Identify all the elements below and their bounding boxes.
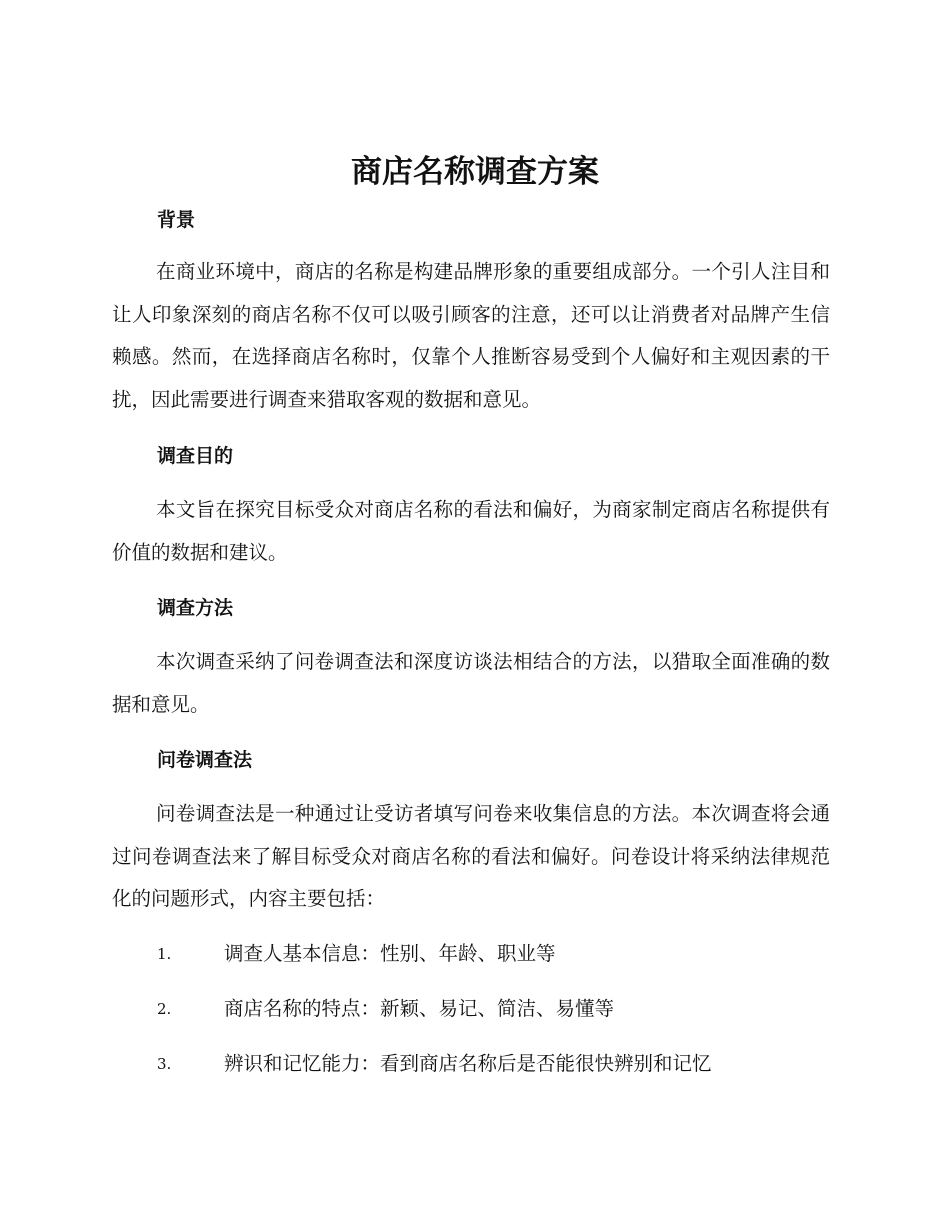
paragraph-method: 本次调查采纳了问卷调查法和深度访谈法相结合的方法，以猎取全面准确的数据和意见。 [112, 650, 830, 716]
list-item-text: 调查人基本信息：性别、年龄、职业等 [224, 942, 556, 965]
section-heading-background: 背景 [157, 209, 196, 231]
section-heading-method: 调查方法 [157, 597, 234, 619]
paragraph-background: 在商业环境中，商店的名称是构建品牌形象的重要组成部分。一个引人注目和让人印象深刻的商店名称不仅可以吸引顾客的注意，还可以让消费者对品牌产生信赖感。然而，在选择商店名称时，仅靠个人推断容易受到个人偏好和主观因素的干扰，因此需要进行调查来猎取客观的数据和意见。 [112, 260, 830, 411]
list-item-text: 商店名称的特点：新颖、易记、简洁、易懂等 [224, 997, 615, 1020]
list-item-number: 3. [157, 1055, 172, 1073]
section-heading-purpose: 调查目的 [157, 445, 234, 467]
list-item-number: 1. [157, 945, 172, 963]
paragraph-purpose: 本文旨在探究目标受众对商店名称的看法和偏好，为商家制定商店名称提供有价值的数据和建议。 [112, 498, 830, 564]
list-item-number: 2. [157, 1000, 172, 1018]
paragraph-questionnaire: 问卷调查法是一种通过让受访者填写问卷来收集信息的方法。本次调查将会通过问卷调查法来了解目标受众对商店名称的看法和偏好。问卷设计将采纳法律规范化的问题形式，内容主要包括： [112, 802, 830, 910]
document-title: 商店名称调查方案 [351, 154, 599, 190]
section-heading-questionnaire: 问卷调查法 [157, 749, 253, 771]
list-item-text: 辨识和记忆能力：看到商店名称后是否能很快辨别和记忆 [224, 1052, 712, 1075]
